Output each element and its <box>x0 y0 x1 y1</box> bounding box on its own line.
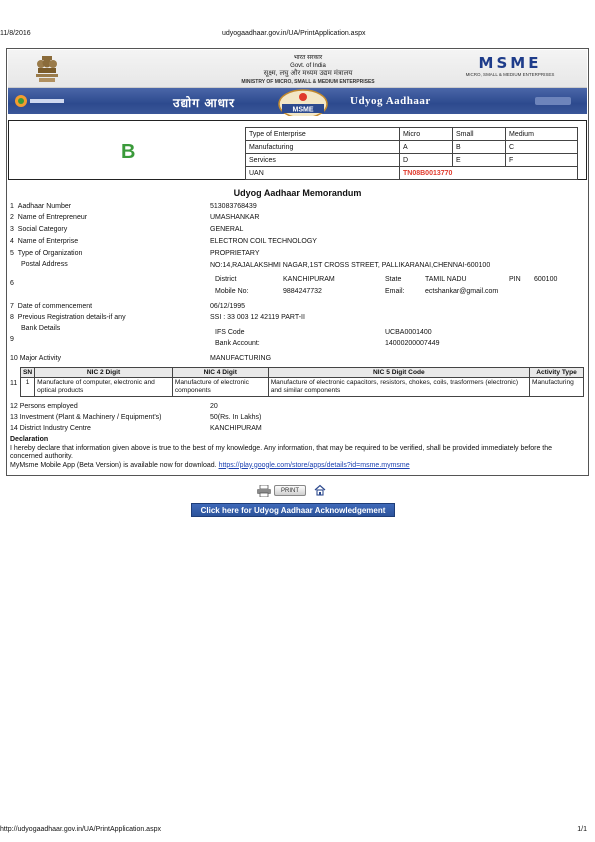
msme-logo-text: MSME <box>478 54 542 72</box>
declaration-heading: Declaration <box>10 436 49 443</box>
table-row <box>246 154 578 167</box>
ministry-hindi: सूक्ष्म, लघु और मध्यम उद्यम मंत्रालय <box>263 70 353 77</box>
enterprise-name: ELECTRON COIL TECHNOLOGY <box>210 238 317 245</box>
print-header <box>0 30 595 40</box>
field-row: 1 Aadhaar Number <box>10 203 72 210</box>
cell: Manufacture of electronic components <box>172 378 268 397</box>
declaration <box>10 436 582 470</box>
email-label: Email: <box>385 288 405 295</box>
print-url: udyogaadhaar.gov.in/UA/PrintApplication.aspx <box>222 30 366 37</box>
ifs-label: IFS Code <box>215 329 245 336</box>
cell: Manufacture of electronic capacitors, resistors, chokes, coils, trasformers (electronic) and similar components <box>268 378 529 397</box>
aadhaar-number: 513083768439 <box>210 203 257 210</box>
cell: Services <box>246 154 400 167</box>
district-value: KANCHIPURAM <box>283 276 335 283</box>
field-row: 5 Type of Organization <box>10 250 83 257</box>
cell: Manufacturing <box>530 378 584 397</box>
udyog-aadhaar-hindi: उद्योग आधार <box>173 96 235 110</box>
field-row: 2 Name of Entrepreneur <box>10 214 88 221</box>
printer-icon <box>256 485 272 497</box>
header-cell: SN <box>21 368 35 378</box>
cell: Manufacture of computer, electronic and optical products <box>35 378 173 397</box>
pin-label: PIN <box>509 276 521 283</box>
commencement-date: 06/12/1995 <box>210 303 246 310</box>
govt-hindi: भारत सरकार <box>293 55 323 61</box>
field-row: 8 Previous Registration details-if any <box>10 314 126 321</box>
email-value: ectshankar@gmail.com <box>425 288 499 295</box>
field-row: 7 Date of commencement <box>10 303 93 310</box>
right-logo-icon <box>533 94 573 108</box>
mobile-app-note <box>10 462 582 471</box>
uan-value: TN08B0013770 <box>400 167 578 180</box>
field-row: 3 Social Category <box>10 226 68 233</box>
previous-registration: SSI : 33 003 12 42119 PART-II <box>210 314 305 321</box>
major-activity-value: MANUFACTURING <box>210 355 272 362</box>
print-label: PRINT <box>274 485 306 496</box>
field-label: Type of Organization <box>17 250 83 257</box>
cell: E <box>453 154 506 167</box>
ifs-value: UCBA0001400 <box>385 329 432 336</box>
cell: D <box>400 154 453 167</box>
table-row <box>21 368 584 378</box>
postal-address: NO:14,RAJALAKSHMI NAGAR,1ST CROSS STREET, PALLIKARANAI,CHENNAI-600100 <box>210 262 491 269</box>
field-number: 6 <box>10 280 14 287</box>
organization-type: PROPRIETARY <box>210 250 260 257</box>
investment-value: 50(Rs. In Lakhs) <box>210 414 262 421</box>
print-button[interactable] <box>256 485 306 497</box>
print-date: 11/8/2016 <box>0 30 31 37</box>
enterprise-type-table <box>245 127 578 180</box>
cell: A <box>400 141 453 154</box>
field-label: Date of commencement <box>17 303 93 310</box>
field-label: Name of Enterprise <box>17 238 79 245</box>
field-label: Name of Entrepreneur <box>17 214 88 221</box>
state-value: TAMIL NADU <box>425 276 467 283</box>
cell: F <box>506 154 578 167</box>
nic-table <box>20 367 584 397</box>
memo-title: Udyog Aadhaar Memorandum <box>233 188 362 198</box>
category-grade: B <box>121 141 136 163</box>
dic-value: KANCHIPURAM <box>210 425 262 432</box>
uan-label: UAN <box>246 167 400 180</box>
govt-en: Govt. of India <box>290 63 326 69</box>
bank-account-value: 14000200007449 <box>385 340 440 347</box>
postal-address-label: Postal Address <box>21 261 68 268</box>
ministry-banner <box>8 50 587 88</box>
field-label: Aadhaar Number <box>17 203 72 210</box>
field-number: 9 <box>10 336 14 343</box>
header-cell: Micro <box>400 128 453 141</box>
header-cell: Medium <box>506 128 578 141</box>
header-cell: Small <box>453 128 506 141</box>
persons-employed-value: 20 <box>210 403 218 410</box>
table-row <box>246 141 578 154</box>
mobile-value: 9884247732 <box>283 288 322 295</box>
bank-account-label: Bank Account: <box>215 340 260 347</box>
acknowledgement-button[interactable]: Click here for Udyog Aadhaar Acknowledgement <box>191 503 395 517</box>
cell: Manufacturing <box>246 141 400 154</box>
field-number: 11 <box>10 380 18 387</box>
ministry-en: MINISTRY OF MICRO, SMALL & MEDIUM ENTERPRISES <box>241 79 375 85</box>
ashoka-emblem-icon <box>30 54 64 84</box>
persons-employed-label: 12 Persons employed <box>10 403 78 410</box>
header-cell: Activity Type <box>530 368 584 378</box>
cell: B <box>453 141 506 154</box>
social-category: GENERAL <box>210 226 244 233</box>
header-cell: NIC 2 Digit <box>35 368 173 378</box>
msme-logo-sub: MICRO, SMALL & MEDIUM ENTERPRISES <box>465 72 555 77</box>
msme-logo <box>455 54 565 77</box>
pin-value: 600100 <box>534 276 558 283</box>
page-number: 1/1 <box>577 826 587 833</box>
table-row <box>246 167 578 180</box>
udyog-aadhaar-en: Udyog Aadhaar <box>350 95 431 107</box>
bank-details-label: Bank Details <box>21 325 61 332</box>
enterprise-category-box <box>8 120 587 180</box>
mobile-app-link[interactable]: https://play.google.com/store/apps/details?id=msme.mymsme <box>218 461 410 469</box>
footer-url: http://udyogaadhaar.gov.in/UA/PrintApplication.aspx <box>0 826 161 833</box>
declaration-text: I hereby declare that information given above is true to the best of my knowledge. Any information, that may be required to be verified, shall be provided immediately before the concerned authority. <box>10 444 553 460</box>
table-row <box>21 378 584 397</box>
field-label: Social Category <box>17 226 68 233</box>
district-label: District <box>215 276 237 283</box>
investment-label: 13 Investment (Plant & Machinery / Equipment's) <box>10 414 162 421</box>
digital-india-logo-icon <box>14 94 74 108</box>
major-activity-label: 10 Major Activity <box>10 355 61 362</box>
udyog-aadhaar-banner <box>8 88 587 114</box>
header-cell: NIC 4 Digit <box>172 368 268 378</box>
state-label: State <box>385 276 402 283</box>
header-cell: Type of Enterprise <box>246 128 400 141</box>
field-label: Previous Registration details-if any <box>17 314 126 321</box>
cell: 1 <box>21 378 35 397</box>
msme-seal-icon <box>276 86 330 116</box>
field-row: 4 Name of Enterprise <box>10 238 79 245</box>
header-cell: NIC 5 Digit Code <box>268 368 529 378</box>
entrepreneur-name: UMASHANKAR <box>210 214 260 221</box>
ministry-title <box>168 54 448 86</box>
table-row <box>246 128 578 141</box>
mobile-app-text: MyMsme Mobile App (Beta Version) is available now for download. <box>10 461 217 469</box>
dic-label: 14 District Industry Centre <box>10 425 91 432</box>
mobile-label: Mobile No: <box>215 288 249 295</box>
print-footer <box>0 826 595 836</box>
seal-text: MSME <box>292 106 314 114</box>
home-icon[interactable] <box>314 484 326 496</box>
cell: C <box>506 141 578 154</box>
